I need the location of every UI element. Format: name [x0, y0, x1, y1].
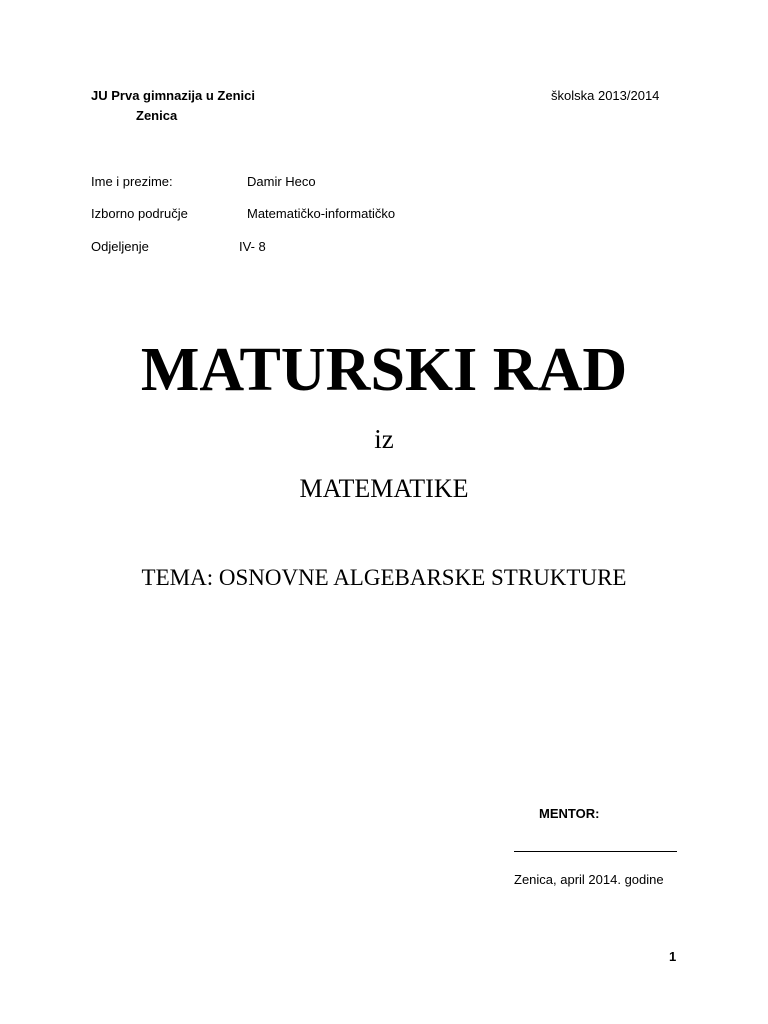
- topic-title: TEMA: OSNOVNE ALGEBARSKE STRUKTURE: [141, 565, 627, 590]
- info-label-name: Ime i prezime:: [91, 174, 173, 189]
- school-city: Zenica: [136, 108, 178, 123]
- title-connector: iz: [374, 424, 394, 454]
- info-value-class: IV- 8: [239, 239, 266, 254]
- page-number: 1: [669, 949, 677, 964]
- signature-line: [514, 851, 677, 852]
- mentor-label: MENTOR:: [539, 806, 600, 821]
- info-label-field: Izborno područje: [91, 206, 188, 221]
- subject-title: MATEMATIKE: [299, 474, 469, 503]
- info-value-name: Damir Heco: [247, 174, 316, 189]
- school-year: školska 2013/2014: [551, 88, 660, 103]
- info-label-class: Odjeljenje: [91, 239, 149, 254]
- place-date: Zenica, april 2014. godine: [514, 872, 664, 887]
- info-value-field: Matematičko-informatičko: [247, 206, 396, 221]
- main-title: MATURSKI RAD: [140, 336, 628, 404]
- school-name: JU Prva gimnazija u Zenici: [91, 88, 255, 103]
